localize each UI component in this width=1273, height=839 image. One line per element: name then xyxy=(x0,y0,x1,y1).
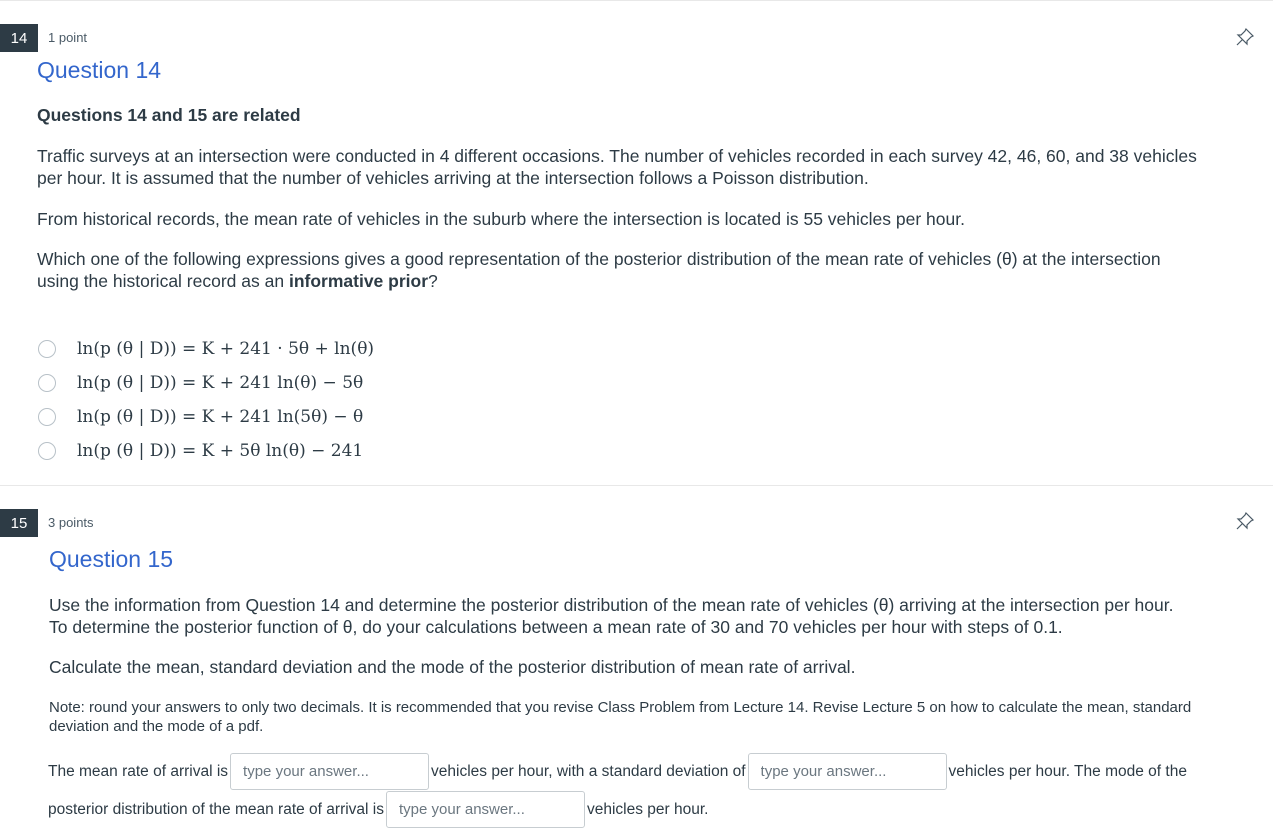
expression-lhs: ln(p (θ | D)) = xyxy=(77,441,202,461)
option-expression xyxy=(77,441,363,461)
expression-lhs: ln(p (θ | D)) = xyxy=(77,339,202,359)
note-line: deviation and the mode of a pdf. xyxy=(49,718,264,735)
answer-option-3[interactable] xyxy=(38,405,363,429)
emphasis-text: informative prior xyxy=(288,271,429,291)
fill-text: vehicles per hour. xyxy=(587,800,709,818)
question-text-line: Which one of the following expressions gives a good representation of the posterior distribution of the mean rate of vehicles (θ) at the intersection xyxy=(37,249,1161,269)
expression-rhs: K + 241 ln(θ) − 5θ xyxy=(201,373,364,393)
pin-icon[interactable] xyxy=(1235,27,1255,47)
question-text-line xyxy=(37,270,438,292)
option-expression xyxy=(77,339,374,359)
option-expression xyxy=(77,407,363,427)
question-text-line: From historical records, the mean rate of vehicles in the suburb where the intersection is located is 55 vehicles per hour. xyxy=(37,209,965,229)
fill-in-line-1 xyxy=(48,753,1187,790)
radio-button[interactable] xyxy=(38,340,56,358)
fill-text: The mean rate of arrival is xyxy=(48,762,229,780)
answer-option-1[interactable] xyxy=(38,337,374,361)
question-15-card xyxy=(0,485,1273,839)
radio-button[interactable] xyxy=(38,374,56,392)
mean-answer-input[interactable] xyxy=(230,753,429,790)
expression-rhs: K + 241 ln(5θ) − θ xyxy=(201,407,364,427)
question-text-line: Calculate the mean, standard deviation and the mode of the posterior distribution of mean rate of arrival. xyxy=(49,657,856,677)
expression-rhs: K + 5θ ln(θ) − 241 xyxy=(201,441,364,461)
question-title: Question 15 xyxy=(49,546,174,572)
question-number-badge: 15 xyxy=(0,509,38,537)
question-title: Question 14 xyxy=(37,57,162,83)
answer-option-2[interactable] xyxy=(38,371,363,395)
expression-lhs: ln(p (θ | D)) = xyxy=(77,407,202,427)
text-segment: using the historical record as an xyxy=(37,271,289,291)
question-text-line: Use the information from Question 14 and determine the posterior distribution of the mean rate of vehicles (θ) arriving at the intersection per hour. xyxy=(49,595,1174,615)
radio-button[interactable] xyxy=(38,408,56,426)
text-segment: ? xyxy=(428,271,438,291)
mode-answer-input[interactable] xyxy=(386,791,585,828)
expression-lhs: ln(p (θ | D)) = xyxy=(77,373,202,393)
expression-rhs: K + 241 · 5θ + ln(θ) xyxy=(201,339,375,359)
fill-text: vehicles per hour. The mode of the xyxy=(948,762,1187,780)
fill-text: vehicles per hour, with a standard deviation of xyxy=(431,762,746,780)
fill-text: posterior distribution of the mean rate of arrival is xyxy=(48,800,384,818)
question-number-badge: 14 xyxy=(0,24,38,52)
question-points: 1 point xyxy=(48,30,88,45)
sd-answer-input[interactable] xyxy=(748,753,947,790)
answer-option-4[interactable] xyxy=(38,439,363,463)
fill-in-line-2 xyxy=(48,791,709,828)
option-expression xyxy=(77,373,363,393)
question-subtitle: Questions 14 and 15 are related xyxy=(37,105,301,125)
radio-button[interactable] xyxy=(38,442,56,460)
question-text-line: To determine the posterior function of θ, do your calculations between a mean rate of 30 and 70 vehicles per hour with steps of 0.1. xyxy=(49,617,1063,637)
question-text-line: Traffic surveys at an intersection were conducted in 4 different occasions. The number of vehicles recorded in each survey 42, 46, 60, and 38 vehicles xyxy=(37,146,1197,166)
question-points: 3 points xyxy=(48,515,94,530)
note-line: Note: round your answers to only two decimals. It is recommended that you revise Class Problem from Lecture 14. Revise Lecture 5 on how to calculate the mean, standard xyxy=(49,699,1192,716)
question-text-line: per hour. It is assumed that the number of vehicles arriving at the intersection follows a Poisson distribution. xyxy=(37,168,869,188)
pin-icon[interactable] xyxy=(1235,511,1255,531)
